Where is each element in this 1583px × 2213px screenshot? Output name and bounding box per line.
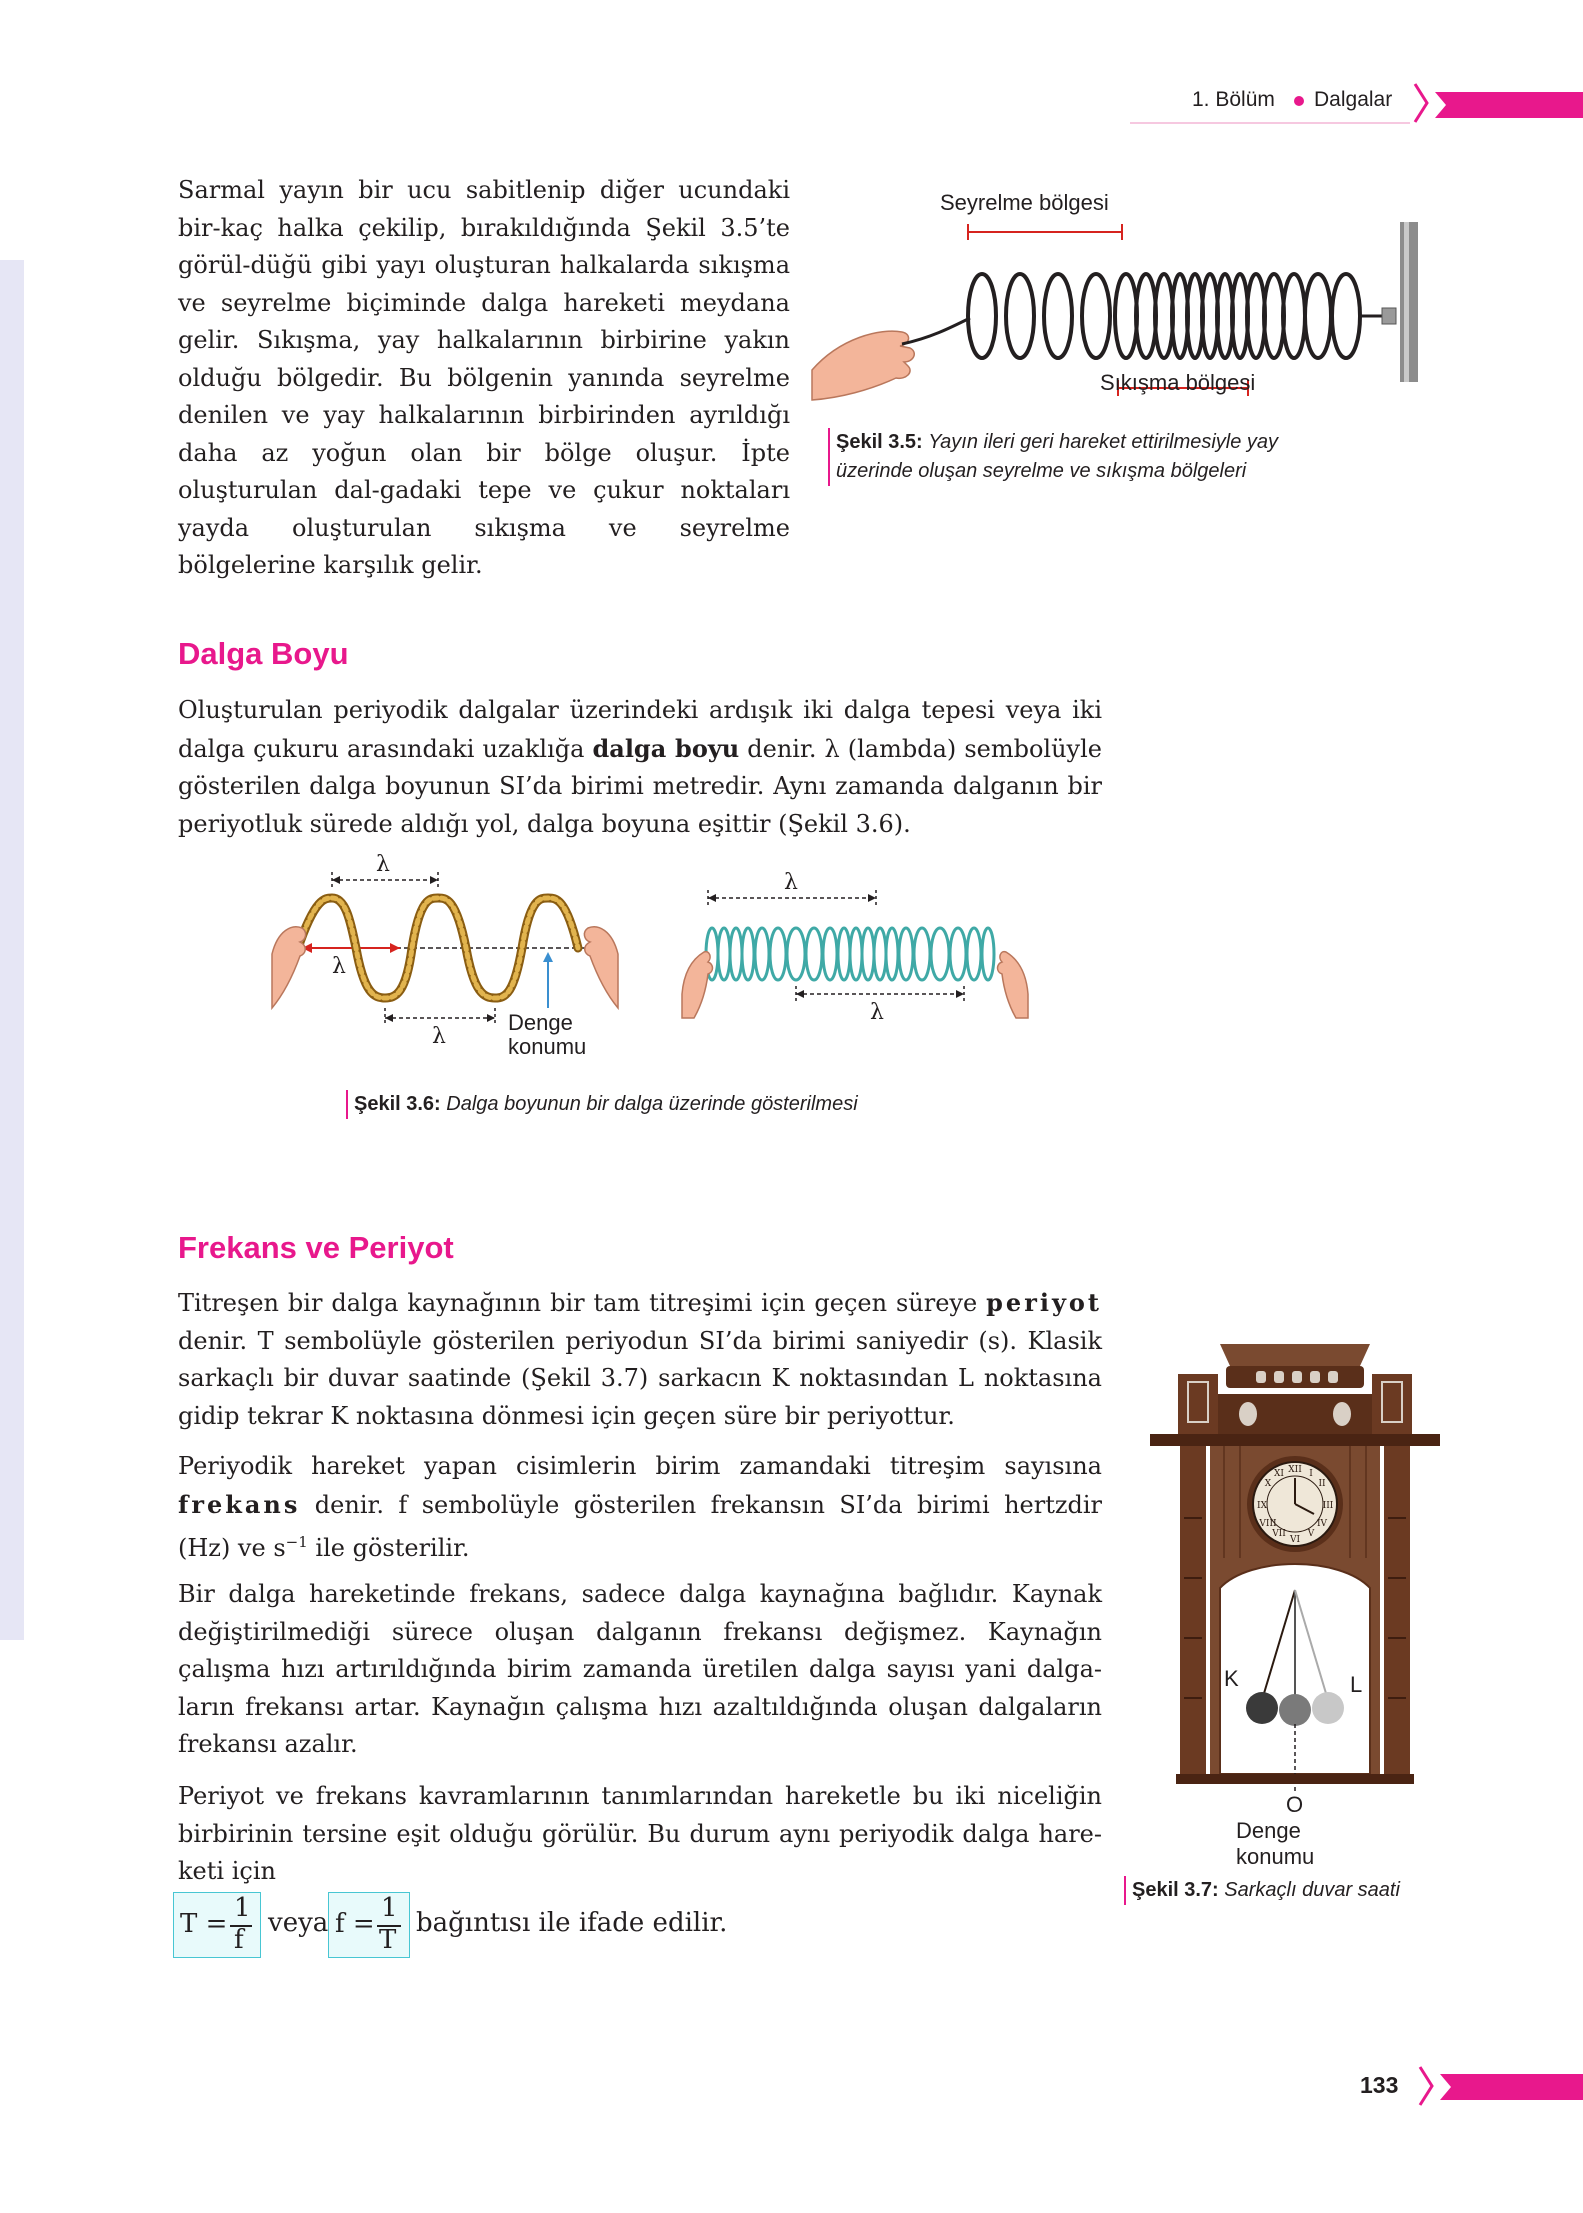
pendulum-equilibrium-line1: Denge	[1236, 1818, 1301, 1843]
spring-lambda-top: λ	[784, 870, 798, 895]
frequency-paragraph-2	[178, 1448, 1102, 1568]
frequency-text-1: Periyodik hareket yapan cisimlerin birim zamandaki titreşim sayısına	[178, 1452, 1102, 1480]
figure-3-6-caption-text: Dalga boyunun bir dalga üzerinde gösterilmesi	[446, 1093, 858, 1115]
frequency-unit-exponent: −1	[285, 1533, 308, 1551]
formula-frequency-numerator: 1	[381, 1893, 398, 1923]
formula-frequency-denominator: T	[379, 1925, 397, 1955]
figure-3-6-spring	[680, 870, 1030, 1038]
header-section: Dalgalar	[1314, 88, 1393, 111]
figure-3-7-caption	[1124, 1876, 1412, 1905]
formula-period-numerator: 1	[234, 1893, 251, 1923]
figure-3-7	[1140, 1338, 1440, 1898]
figure-3-6-caption	[346, 1090, 858, 1119]
margin-strip	[0, 260, 24, 1640]
wavelength-text-2: denir. λ (lambda) sembolüyle gösterilen dalga boyunun SI’da birimi metredir. Aynı zamanda dalganın bir periyotluk sürede aldığı yol, dalga boyuna eşittir (Şekil 3.6).	[178, 734, 1102, 838]
spring-illustration	[810, 220, 1430, 450]
intro-paragraph: Sarmal yayın bir ucu sabitlenip diğer ucundaki bir-kaç halka çekilip, bırakıldığında Şekil 3.5’te görül-düğü gibi yayı oluşturan halkalarda sıkışma ve seyrelme biçiminde dalga hareketi meydana gelir. Sıkışma, yay halkalarının birbirine yakın olduğu bölgedir. Bu bölgenin yanında seyrelme denilen ve yay halkalarının birbirinden ayrıldığı daha az yoğun olan bir bölge oluşur. İpte oluşturulan dal-gadaki tepe ve çukur noktaları yayda oluşturulan sıkışma ve seyrelme bölgelerine karşılık gelir.	[178, 176, 790, 579]
svg-text:III: III	[1322, 1501, 1334, 1511]
rope-equilibrium-line2: konumu	[508, 1034, 587, 1059]
figure-3-7-caption-number: Şekil 3.7:	[1132, 1879, 1219, 1901]
svg-text:IX: IX	[1257, 1501, 1267, 1511]
figure-3-6-rope	[270, 852, 620, 1068]
frequency-paragraph-4: Periyot ve frekans kavramlarının tanımlarından hareketle bu iki niceliğin birbirinin tersine eşit olduğu görülür. Bu durum aynı periyodik dalga hare-keti için	[178, 1782, 1102, 1885]
formula-frequency	[328, 1892, 410, 1958]
page-footer	[1340, 2064, 1583, 2108]
frequency-text-2: denir. f sembolüyle gösterilen frekansın SI’da birimi hertzdir (Hz) ve	[178, 1490, 1102, 1562]
wavelength-heading: Dalga Boyu	[178, 636, 349, 671]
wavelength-text-1: Oluşturulan periyodik dalgalar üzerindeki ardışık iki dalga tepesi veya iki dalga çukuru arasındaki uzaklığa	[178, 696, 1102, 763]
svg-text:II: II	[1318, 1479, 1326, 1489]
spring-lambda-bottom: λ	[870, 1000, 884, 1025]
frequency-heading: Frekans ve Periyot	[178, 1230, 454, 1265]
rarefaction-label: Seyrelme bölgesi	[940, 190, 1109, 215]
figure-3-7-caption-text: Sarkaçlı duvar saati	[1224, 1879, 1400, 1901]
formula-closing-text: bağıntısı ile ifade edilir.	[416, 1908, 728, 1938]
period-text-1: Titreşen bir dalga kaynağının bir tam titreşimi için geçen süreye	[178, 1289, 987, 1317]
frequency-unit: s	[273, 1534, 286, 1562]
pendulum-point-o: O	[1286, 1792, 1304, 1817]
pendulum-equilibrium-line2: konumu	[1236, 1844, 1315, 1869]
formula-period	[173, 1892, 261, 1958]
compression-label: Sıkışma bölgesi	[1100, 370, 1256, 395]
header-bullet-icon	[1294, 96, 1304, 106]
period-text-2: denir. T sembolüyle gösterilen periyodun SI’da birimi saniyedir (s). Klasik sarkaçlı bir duvar saatinde (Şekil 3.7) sarkacın K noktasından L noktasına gidip tekrar K noktasına dönmesi için geçen süre bir periyottur.	[178, 1326, 1102, 1430]
svg-text:X: X	[1264, 1479, 1272, 1489]
formula-frequency-lhs: f =	[335, 1909, 375, 1939]
rope-lambda-top: λ	[376, 852, 390, 877]
figure-3-6-caption-number: Şekil 3.6:	[354, 1093, 441, 1115]
page-number: 133	[1360, 2072, 1399, 2098]
figure-3-5-caption-text: Yayın ileri geri hareket ettirilmesiyle yay üzerinde oluşan seyrelme ve sıkışma bölgeleri	[836, 431, 1279, 482]
header-chapter: 1. Bölüm	[1192, 88, 1275, 111]
svg-text:V: V	[1307, 1529, 1315, 1539]
svg-text:VI: VI	[1289, 1535, 1301, 1545]
figure-3-5-caption-number: Şekil 3.5:	[836, 431, 923, 453]
pendulum-point-l: L	[1350, 1672, 1363, 1697]
frequency-paragraph-1	[178, 1284, 1102, 1435]
rope-equilibrium-line1: Denge	[508, 1010, 573, 1035]
frequency-text-3: ile gösterilir.	[307, 1534, 470, 1562]
pendulum-clock-illustration	[1140, 1338, 1440, 1798]
figure-3-5	[810, 190, 1430, 520]
frequency-paragraph-3: Bir dalga hareketinde frekans, sadece dalga kaynağına bağlıdır. Kaynak değiştirilmediği sürece oluşan dalganın frekansı değişmez. Kaynağın çalışma hızı artırıldığında birim zamanda üretilen dalga sayısı yani dalga-ların frekansı artar. Kaynağın çalışma hızı azaltıldığında oluşan dalgaların frekansı azalır.	[178, 1580, 1102, 1758]
formula-period-lhs: T =	[180, 1909, 228, 1939]
svg-text:VIII: VIII	[1259, 1519, 1277, 1529]
wavelength-paragraph	[178, 692, 1102, 843]
frequency-term: frekans	[178, 1489, 301, 1519]
pendulum-point-k: K	[1224, 1666, 1239, 1691]
rope-lambda-left: λ	[332, 954, 346, 979]
wavelength-term: dalga boyu	[592, 733, 740, 763]
svg-text:VII: VII	[1272, 1529, 1286, 1539]
period-term: periyot	[986, 1288, 1102, 1317]
formula-connector: veya	[268, 1908, 329, 1938]
formula-period-denominator: f	[234, 1925, 244, 1955]
page-header	[1130, 80, 1583, 126]
svg-text:IV: IV	[1316, 1519, 1328, 1529]
svg-text:I: I	[1309, 1469, 1313, 1479]
svg-text:XI: XI	[1274, 1469, 1284, 1479]
figure-3-5-caption	[828, 428, 1346, 486]
rope-lambda-bottom: λ	[432, 1024, 446, 1049]
spring-wave-illustration	[680, 878, 1030, 1038]
svg-text:XII: XII	[1288, 1465, 1302, 1475]
